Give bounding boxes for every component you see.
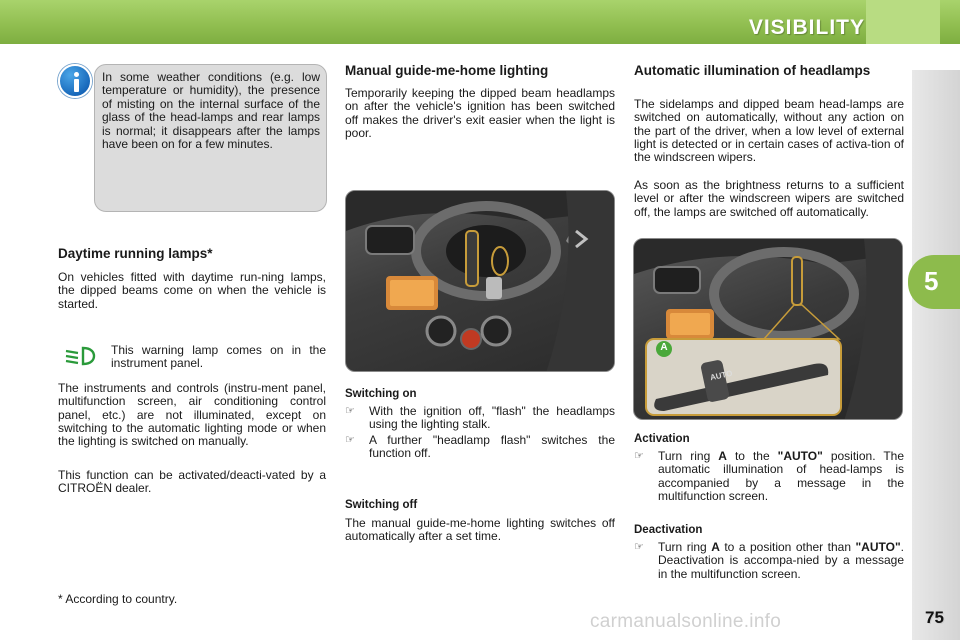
- dipped-beam-lamp-icon: [63, 345, 97, 367]
- dashboard-photo: [345, 190, 615, 372]
- guide-heading: Manual guide-me-home lighting: [345, 63, 549, 78]
- activation-item: [634, 450, 904, 504]
- lighting-stalk-photo: [633, 238, 903, 420]
- drl-warning-text: This warning lamp comes on in the instrument panel.: [111, 343, 326, 371]
- pointing-hand-icon: ☞: [634, 450, 644, 462]
- activation-heading: Activation: [634, 433, 690, 445]
- pointing-hand-icon: ☞: [345, 434, 355, 446]
- header-tab: [866, 0, 940, 44]
- switching-on-item: [345, 434, 615, 462]
- section-title: VISIBILITY: [748, 16, 865, 39]
- auto-heading: Automatic illumination of headlamps: [634, 63, 871, 78]
- chapter-number: 5: [924, 266, 939, 296]
- deactivation-text: Turn ring A to a position other than "AUTO". Deactivation is accompa-nied by a message in the multifunction screen.: [658, 540, 904, 581]
- lighting-stalk-illustration: [634, 239, 903, 420]
- auto-paragraph-2: As soon as the brightness returns to a sufficient level or after the windscreen wipers are switched off, the lamps are switched off automatically.: [634, 178, 904, 219]
- stalk-auto-label: AUTO: [709, 368, 734, 383]
- chapter-strip: [912, 70, 960, 640]
- switching-off-text: The manual guide-me-home lighting switches off automatically after a set time.: [345, 516, 615, 544]
- info-icon: [58, 64, 92, 98]
- auto-intro: The sidelamps and dipped beam head-lamps are switched on automatically, without any action on the part of the driver, when a low level of external light is detected or in certain cases of activa-tion of the windscreen wipers.: [634, 97, 904, 165]
- pointing-hand-icon: ☞: [634, 541, 644, 553]
- switching-on-heading: Switching on: [345, 388, 417, 400]
- auto-mode-reference: "AUTO": [777, 449, 823, 463]
- auto-mode-reference: "AUTO": [855, 540, 901, 554]
- switching-on-item-text: With the ignition off, "flash" the headlamps using the lighting stalk.: [369, 404, 615, 432]
- switching-on-item: [345, 405, 615, 433]
- switching-on-item-text: A further "headlamp flash" switches the function off.: [369, 433, 615, 461]
- info-text: In some weather conditions (e.g. low temperature or humidity), the presence of misting on the internal surface of the glass of the head-lamps and rear lamps is normal; it disappears after the lamps have been on for a few minutes.: [102, 70, 320, 152]
- drl-paragraph-1: The instruments and controls (instru-ment panel, multifunction screen, air conditioning control panel, etc.) are not illuminated, except on switching to the automatic lighting mode or when the lighting is switched on manually.: [58, 381, 326, 449]
- watermark: carmanualsonline.info: [590, 611, 782, 632]
- drl-paragraph-2: This function can be activated/deacti-vated by a CITROËN dealer.: [58, 468, 326, 496]
- switching-off-heading: Switching off: [345, 499, 418, 511]
- page-number: 75: [925, 608, 944, 627]
- callout-label-a: A: [660, 342, 668, 353]
- guide-intro: Temporarily keeping the dipped beam headlamps on after the vehicle's ignition has been switched off makes the driver's exit easier when the light is poor.: [345, 86, 615, 140]
- drl-heading: Daytime running lamps*: [58, 246, 213, 261]
- drl-intro: On vehicles fitted with daytime run-ning lamps, the dipped beams come on when the vehicle is started.: [58, 270, 326, 311]
- deactivation-heading: Deactivation: [634, 524, 703, 536]
- ring-reference: A: [718, 449, 727, 463]
- deactivation-item: [634, 541, 904, 595]
- activation-text: Turn ring A to the "AUTO" position. The automatic illumination of head-lamps is accompanied by a message in the multifunction screen.: [658, 449, 905, 503]
- ring-reference: A: [711, 540, 720, 554]
- dashboard-illustration: [346, 191, 615, 372]
- pointing-hand-icon: ☞: [345, 405, 355, 417]
- footnote: * According to country.: [58, 592, 178, 606]
